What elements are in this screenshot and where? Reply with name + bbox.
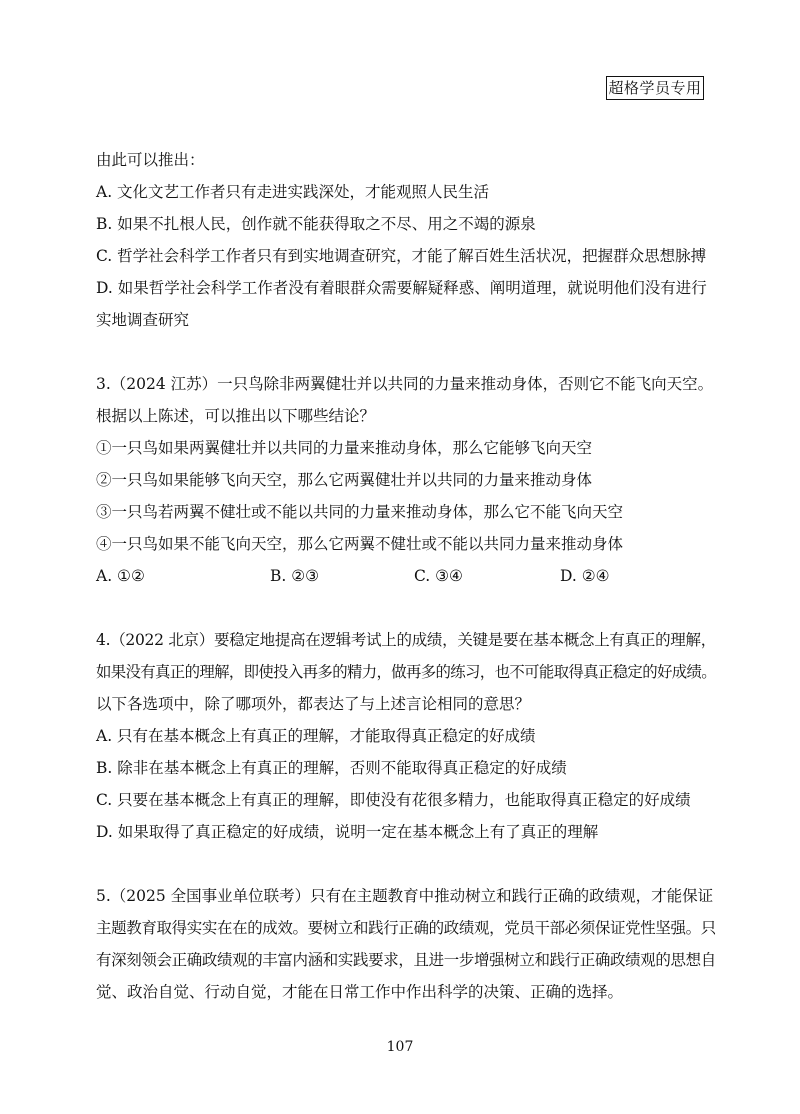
restricted-use-stamp: 超格学员专用 xyxy=(606,76,704,100)
q2-option-b: B. 如果不扎根人民，创作就不能获得取之不尽、用之不竭的源泉 xyxy=(96,215,536,233)
q3-choice-a: A. ①② xyxy=(96,567,145,585)
q3-statement-2: ②一只鸟如果能够飞向天空，那么它两翼健壮并以共同的力量来推动身体 xyxy=(96,471,593,489)
q4-option-c: C. 只要在基本概念上有真正的理解，即使没有花很多精力，也能取得真正稳定的好成绩 xyxy=(96,791,691,809)
q2-option-c: C. 哲学社会科学工作者只有到实地调查研究，才能了解百姓生活状况，把握群众思想脉搏 xyxy=(96,247,707,265)
q3-stem-line: 3.（2024 江苏）一只鸟除非两翼健壮并以共同的力量来推动身体，否则它不能飞向天空。 xyxy=(96,375,714,393)
q3-statement-4: ④一只鸟如果不能飞向天空，那么它两翼不健壮或不能以共同力量来推动身体 xyxy=(96,535,624,553)
q3-statement-1: ①一只鸟如果两翼健壮并以共同的力量来推动身体，那么它能够飞向天空 xyxy=(96,439,593,457)
q3-choice-d: D. ②④ xyxy=(560,567,610,585)
q4-option-a: A. 只有在基本概念上有真正的理解，才能取得真正稳定的好成绩 xyxy=(96,727,536,745)
q3-statement-3: ③一只鸟若两翼不健壮或不能以共同的力量来推动身体，那么它不能飞向天空 xyxy=(96,503,624,521)
q2-lead: 由此可以推出： xyxy=(96,151,205,169)
page-number: 107 xyxy=(386,1039,414,1055)
q4-stem-line: 以下各选项中，除了哪项外，都表达了与上述言论相同的意思？ xyxy=(96,695,531,713)
q2-option-a: A. 文化文艺工作者只有走进实践深处，才能观照人民生活 xyxy=(96,183,490,201)
q4-option-d: D. 如果取得了真正稳定的好成绩，说明一定在基本概念上有了真正的理解 xyxy=(96,823,599,841)
q4-stem-line: 4.（2022 北京）要稳定地提高在逻辑考试上的成绩，关键是要在基本概念上有真正的理解， xyxy=(96,631,716,649)
q5-stem-line: 觉、政治自觉、行动自觉，才能在日常工作中作出科学的决策、正确的选择。 xyxy=(96,983,624,1001)
q3-choice-c: C. ③④ xyxy=(414,567,463,585)
q5-stem-line: 有深刻领会正确政绩观的丰富内涵和实践要求，且进一步增强树立和践行正确政绩观的思想自 xyxy=(96,951,716,969)
q5-stem-line: 主题教育取得实实在在的成效。要树立和践行正确的政绩观，党员干部必须保证党性坚强。只 xyxy=(96,919,716,937)
q3-stem-line: 根据以上陈述，可以推出以下哪些结论？ xyxy=(96,407,376,425)
q4-option-b: B. 除非在基本概念上有真正的理解，否则不能取得真正稳定的好成绩 xyxy=(96,759,567,777)
q2-option-d-cont: 实地调查研究 xyxy=(96,311,190,329)
q3-choice-b: B. ②③ xyxy=(270,567,320,585)
q5-stem-line: 5.（2025 全国事业单位联考）只有在主题教育中推动树立和践行正确的政绩观，才能保证 xyxy=(96,887,714,905)
q2-option-d: D. 如果哲学社会科学工作者没有着眼群众需要解疑释惑、阐明道理，就说明他们没有进行 xyxy=(96,279,707,297)
q4-stem-line: 如果没有真正的理解，即使投入再多的精力，做再多的练习，也不可能取得真正稳定的好成绩。 xyxy=(96,663,716,681)
